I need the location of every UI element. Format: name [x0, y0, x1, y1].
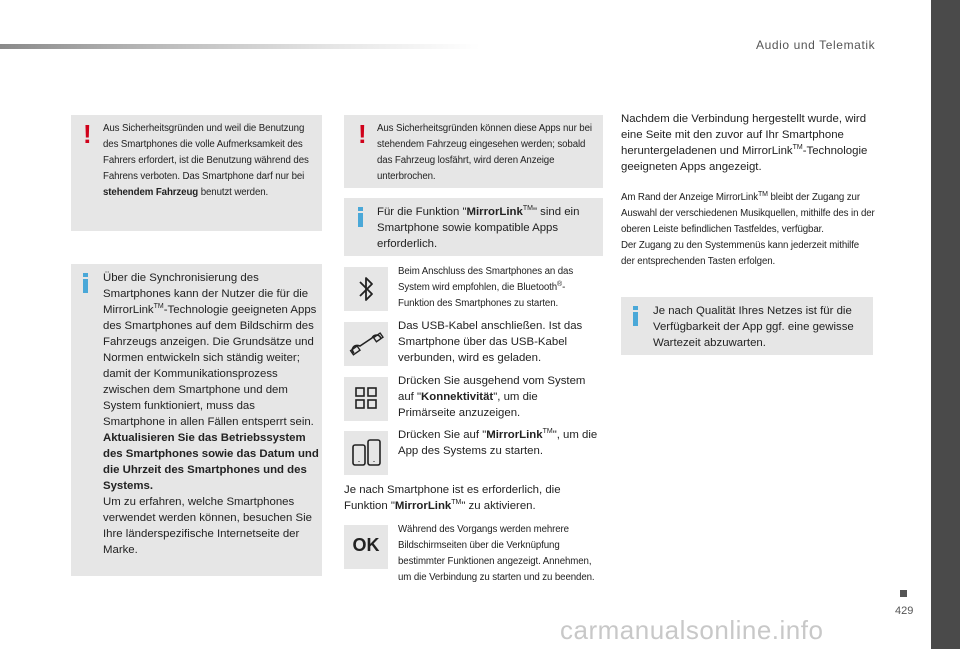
safety-warning-box: [71, 115, 322, 231]
music-source-paragraph: Am Rand der Anzeige MirrorLink™ bleibt der Zugang zur Auswahl der verschiedenen Musikquellen, mithilfe des in der oberen Leiste befindlichen Tastfeldes, verfügbar. Der Zugang zu den Systemmenüs kann jederzeit mithilfe der entsprechenden Tasten erfolgen.: [621, 190, 875, 267]
apps-list-paragraph: Nachdem die Verbindung hergestellt wurde, wird eine Seite mit den zuvor auf Ihr Smartphone heruntergeladenen und MirrorLink™-Technologie geeigneten Apps angezeigt.: [621, 113, 868, 173]
activate-mirrorlink-text: Je nach Smartphone ist es erforderlich, die Funktion "MirrorLink™" zu aktivieren.: [344, 484, 561, 512]
bluetooth-icon: [344, 267, 388, 311]
bluetooth-step-text: Beim Anschluss des Smartphones an das System wird empfohlen, die Bluetooth®-Funktion des Smartphones zu starten.: [398, 266, 574, 309]
sync-info-box: [71, 264, 322, 576]
warning-icon: !: [358, 119, 367, 149]
sync-info-text: Über die Synchronisierung des Smartphones kann der Nutzer die für die MirrorLink™-Technologie geeigneten Apps des Smartphones auf dem Bildschirm des Fahrzeugs anzeigen. Die Grundsätze und Normen entwickeln sich ständig weiter; damit der Kommunikationsprozess zwischen dem Smartphone und dem System funktioniert, muss das Smartphone in allen Fällen entsperrt sein. Aktualisieren Sie das Betriebssystem des Smartphones sowie das Datum und die Uhrzeit des Smartphones und des Systems. Um zu erfahren, welche Smartphones verwendet werden können, besuchen Sie Ihre länderspezifische Internetseite der Marke.: [103, 272, 319, 556]
usb-cable-icon: [344, 322, 388, 366]
apps-warning-box: [344, 115, 603, 188]
ok-icon: [344, 525, 388, 569]
network-info-box: [621, 297, 873, 355]
header-gradient-bar: [0, 44, 480, 49]
apps-warning-text: Aus Sicherheitsgründen können diese Apps nur bei stehendem Fahrzeug eingesehen werden; sobald das Fahrzeug losfährt, wird deren Anzeige unterbrochen.: [377, 123, 592, 182]
info-icon: [358, 207, 363, 227]
connectivity-step-text: Drücken Sie ausgehend vom System auf "Konnektivität", um die Primärseite anzuzeigen.: [398, 375, 586, 419]
page-marker: [900, 590, 907, 597]
info-icon: [83, 273, 88, 293]
mirrorlink-step-text: Drücken Sie auf "MirrorLink™", um die App des Systems zu starten.: [398, 428, 598, 457]
mirrorlink-info-text: Für die Funktion "MirrorLink™" sind ein Smartphone sowie kompatible Apps erforderlich.: [377, 205, 580, 250]
mirrorlink-info-box: [344, 198, 603, 256]
ok-label: OK: [352, 535, 380, 555]
network-info-text: Je nach Qualität Ihres Netzes ist für die Verfügbarkeit der App ggf. eine gewisse Wartezeit abzuwarten.: [653, 305, 854, 349]
grid-icon: [344, 377, 388, 421]
ok-step-text: Während des Vorgangs werden mehrere Bildschirmseiten über die Verknüpfung bestimmter Funktionen angezeigt. Annehmen, um die Verbindung zu starten und zu beenden.: [398, 524, 595, 583]
section-title: Audio und Telematik: [756, 38, 876, 52]
warning-icon: !: [83, 119, 92, 149]
page-number: 429: [895, 605, 914, 617]
mirrorlink-icon: [344, 431, 388, 475]
info-icon: [633, 306, 638, 326]
safety-warning-text: Aus Sicherheitsgründen und weil die Benutzung des Smartphones die volle Aufmerksamkeit des Fahrers erfordert, ist die Benutzung während des Fahrens verboten. Das Smartphone darf nur bei stehendem Fahrzeug benutzt werden.: [103, 123, 309, 198]
watermark: carmanualsonline.info: [560, 615, 824, 645]
usb-step-text: Das USB-Kabel anschließen. Ist das Smartphone über das USB-Kabel verbunden, wird es geladen.: [398, 320, 583, 364]
page-edge-tab: [931, 0, 960, 649]
